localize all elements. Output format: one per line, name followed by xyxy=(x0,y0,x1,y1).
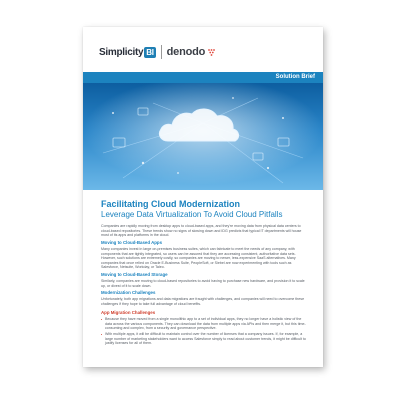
section-heading: Moving to Cloud-Based Storage xyxy=(101,272,168,277)
cloud-icon xyxy=(83,83,323,190)
intro-paragraph: Companies are rapidly moving from desktop apps to cloud-based apps, and they're moving data from physical data centers to cloud-based repositories. These trends show no signs of slowing down and IDG predicts that typical IT departments will house most of its apps and platforms in the cloud. xyxy=(101,224,302,238)
challenge-bullet: With multiple apps, it will be difficult to maintain control over the number of licenses that a company issues. If, for example, a large number of marketing stakeholders want to access Salesforce simply to read about customer trends, it might be difficult to justify licenses for all of them. xyxy=(105,332,306,346)
challenges-heading: App Migration Challenges xyxy=(101,310,156,315)
doc-type-label: Solution Brief xyxy=(275,74,315,80)
simplicity-logo-text: Simplicity xyxy=(99,46,144,58)
hero-image xyxy=(83,83,323,190)
denodo-logo-text: denodo xyxy=(166,46,206,58)
section-paragraph: Many companies invest in large on-premises business suites, which can fabricate to meet the needs of any company, with components that are tightly integrated, so users can be assured that they are accessing consistent, authoritative data sets. However, such solutions are extremely costly, so companies are moving to newer, less-expensive SaaS alternatives. Many companies that once relied on Oracle E-Business Suite, PeopleSoft, or Siebel are now experimenting with tools such as Salesforce, Netsuite, Workday, or Taleo. xyxy=(101,247,296,270)
challenge-bullet: Because they have moved from a single monolithic app to a set of individual apps, they no longer have a holistic view of the data across the various components. They can download the data from multiple apps via APIs and then merge it, but this time-consuming and complex, from a security and governance perspective. xyxy=(105,317,306,331)
solution-brief-page xyxy=(83,27,323,367)
section-heading: Moving to Cloud-Based Apps xyxy=(101,240,163,245)
section-heading: Modernization Challenges xyxy=(101,290,156,295)
logo-divider xyxy=(161,45,162,59)
bi-badge: BI xyxy=(146,47,154,57)
brief-band xyxy=(83,72,323,83)
logo-row xyxy=(99,43,216,61)
denodo-mark-icon xyxy=(207,48,216,57)
simplicity-bi-logo xyxy=(99,47,156,58)
page-subtitle: Leverage Data Virtualization To Avoid Cloud Pitfalls xyxy=(101,210,283,219)
section-paragraph: Unfortunately, both app migrations and data migrations are fraught with challenges, and companies will need to overcome these challenges if they hope to take full advantage of cloud benefits. xyxy=(101,297,305,306)
section-paragraph: Similarly, companies are moving to cloud-based repositories to avoid having to purchase new hardware, and provision it to scale up, or divest of it to scale down. xyxy=(101,279,305,288)
page-title: Facilitating Cloud Modernization xyxy=(101,199,240,209)
